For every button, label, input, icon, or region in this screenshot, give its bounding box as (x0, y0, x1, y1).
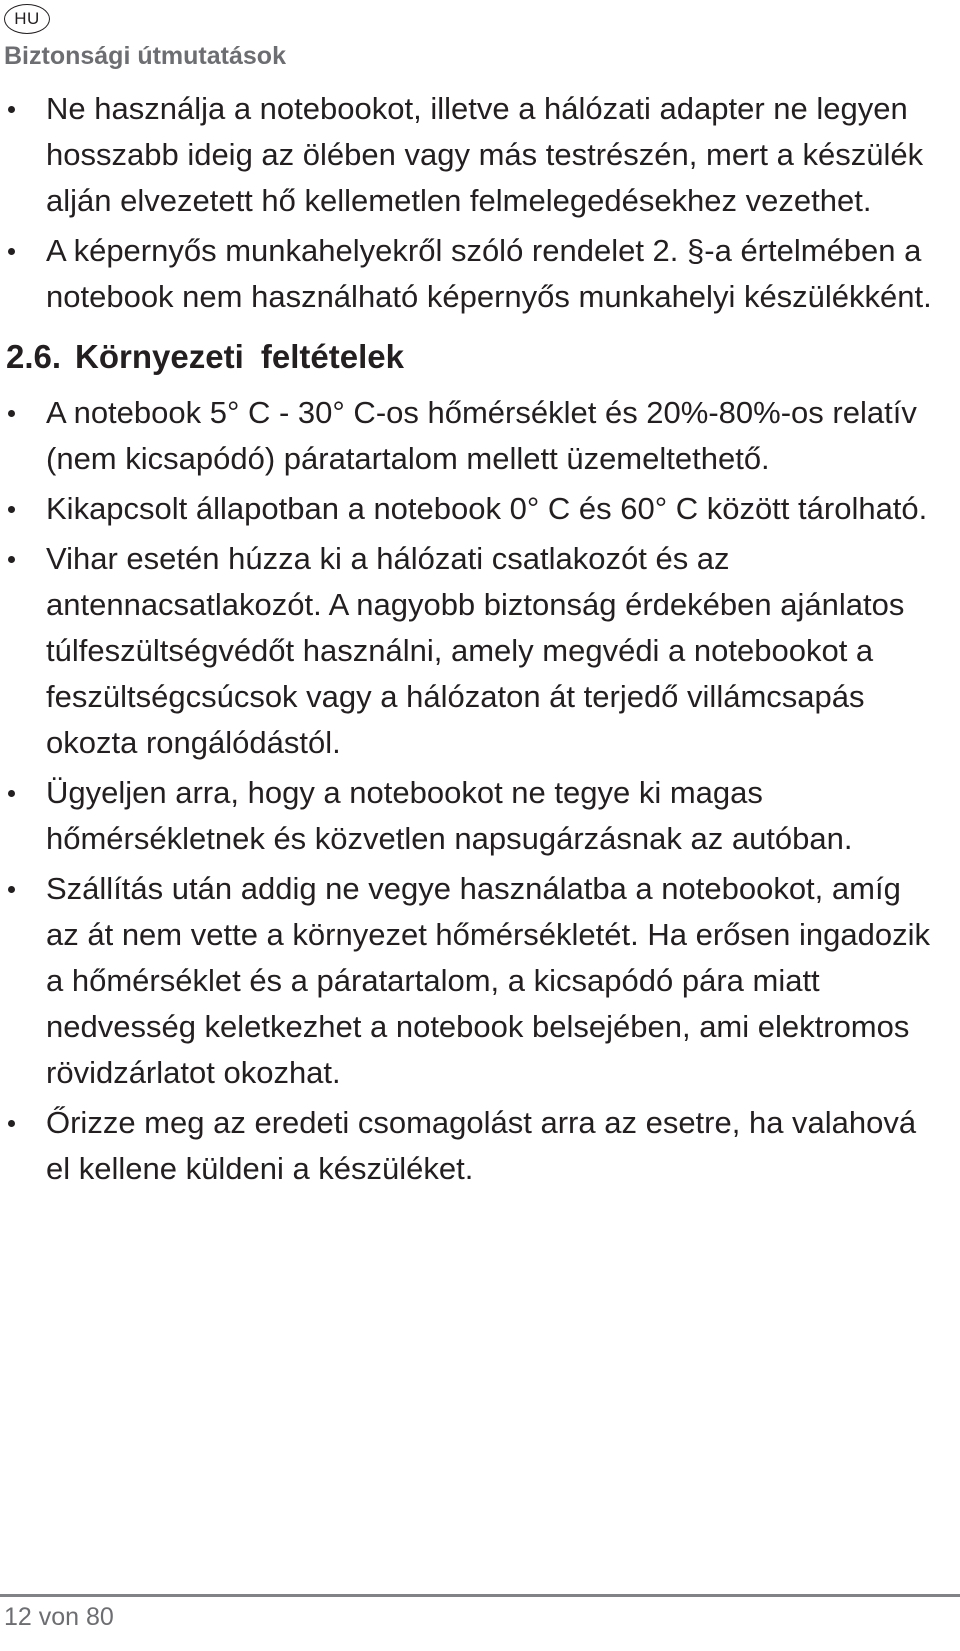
list-item: Szállítás után addig ne vegye használatba a notebookot, amíg az át nem vette a környezet hőmérsékletét. Ha erősen ingadozik a hőmérséklet és a páratartalom, a kicsapódó pára miatt nedvesség keletkezhet a notebook belsejében, ami elektromos rövidzárlatot okozhat. (6, 866, 936, 1096)
section-header: Biztonsági útmutatások (4, 42, 286, 70)
list-item: Ügyeljen arra, hogy a notebookot ne tegye ki magas hőmérsékletnek és közvetlen napsugárzásnak az autóban. (6, 770, 936, 862)
language-badge: HU (4, 4, 50, 34)
list-item: Kikapcsolt állapotban a notebook 0° C és 60° C között tárolható. (6, 486, 936, 532)
list-item: A képernyős munkahelyekről szóló rendelet 2. §-a értelmében a notebook nem használható képernyős munkahelyi készülékként. (6, 228, 936, 320)
safety-list (6, 86, 936, 320)
list-item: Ne használja a notebookot, illetve a hálózati adapter ne legyen hosszabb ideig az ölében vagy más testrészén, mert a készülék alján elvezetett hő kellemetlen felmelegedésekhez vezethet. (6, 86, 936, 224)
list-item: Vihar esetén húzza ki a hálózati csatlakozót és az antennacsatlakozót. A nagyobb biztonság érdekében ajánlatos túlfeszültségvédőt használni, amely megvédi a notebookot a feszültségcsúcsok vagy a hálózaton át terjedő villámcsapás okozta rongálódástól. (6, 536, 936, 766)
heading-number: 2.6. (6, 338, 62, 375)
heading-title: Környezeti feltételek (75, 338, 404, 375)
environment-list (6, 390, 936, 1192)
list-item: Őrizze meg az eredeti csomagolást arra az esetre, ha valahová el kellene küldeni a készüléket. (6, 1100, 936, 1192)
page-number: 12 von 80 (4, 1603, 114, 1631)
footer-divider (0, 1594, 960, 1597)
list-item: A notebook 5° C - 30° C-os hőmérséklet és 20%-80%-os relatív (nem kicsapódó) páratartalom mellett üzemeltethető. (6, 390, 936, 482)
page-content (6, 86, 936, 1196)
section-heading (6, 334, 936, 380)
